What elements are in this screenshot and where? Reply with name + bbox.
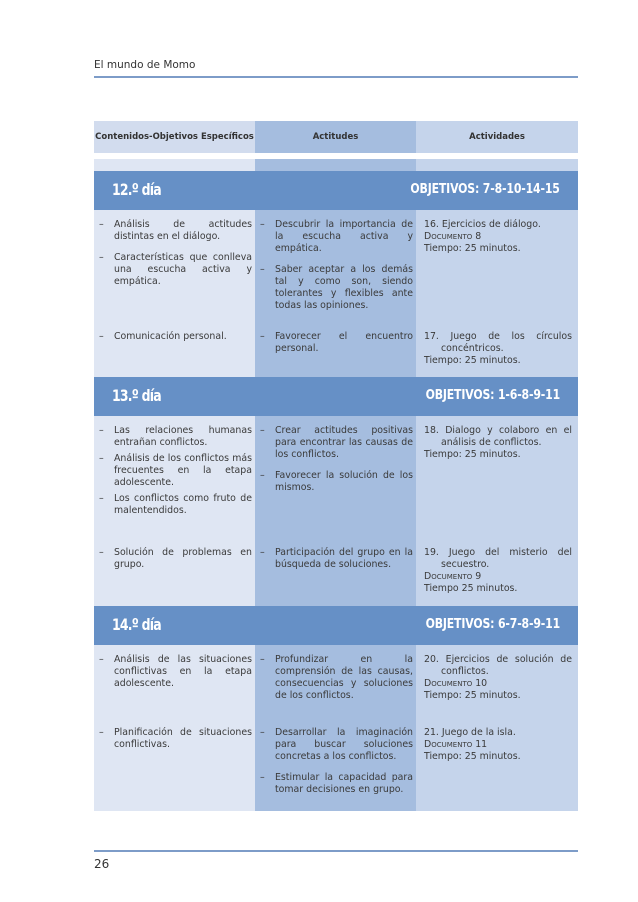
attitudes-cell <box>258 425 413 503</box>
attitudes-cell <box>258 331 413 364</box>
list-item: – Saber aceptar a los demás tal y como son, siendo tolerantes y flexibles ante todas las opiniones. <box>258 264 413 312</box>
attitudes-cell <box>258 547 413 580</box>
list-item: – Planificación de situaciones conflictivas. <box>97 727 252 751</box>
bottom-rule <box>94 850 578 852</box>
activity-block <box>424 331 572 367</box>
top-rule <box>94 76 578 78</box>
activity-title: 19. Juego del misterio del secuestro. <box>424 547 572 570</box>
activity-time: Tiempo: 25 minutos. <box>424 243 521 254</box>
day-label: 12.º día <box>112 180 161 199</box>
list-item: – Favorecer el encuentro personal. <box>258 331 413 355</box>
activity-time: Tiempo 25 minutos. <box>424 583 518 594</box>
contents-cell <box>97 425 252 521</box>
contents-cell <box>97 727 252 760</box>
page-number: 26 <box>94 857 110 871</box>
attitudes-cell <box>258 654 413 711</box>
activity-document: Documento 8 <box>424 231 482 242</box>
contents-cell <box>97 654 252 699</box>
list-item: – Desarrollar la imaginación para buscar soluciones concretas a los conflictos. <box>258 727 413 763</box>
activity-document: Documento 10 <box>424 678 488 689</box>
activity-time: Tiempo: 25 minutos. <box>424 751 521 762</box>
contents-cell <box>97 547 252 580</box>
attitudes-cell <box>258 219 413 321</box>
day-label: 13.º día <box>112 386 161 405</box>
list-item: – Crear actitudes positivas para encontrar las causas de los conflictos. <box>258 425 413 461</box>
activity-title: 16. Ejercicios de diálogo. <box>424 219 541 230</box>
activity-cell <box>424 425 572 461</box>
activity-document: Documento 9 <box>424 571 482 582</box>
day-label: 14.º día <box>112 615 161 634</box>
list-item: – Participación del grupo en la búsqueda de soluciones. <box>258 547 413 571</box>
activity-time: Tiempo: 25 minutos. <box>424 690 521 701</box>
activity-block <box>424 547 572 595</box>
objectives-label: OBJETIVOS: 1-6-8-9-11 <box>425 388 560 403</box>
schedule-table <box>94 121 578 811</box>
list-item: – Descubrir la importancia de la escucha activa y empática. <box>258 219 413 255</box>
objectives-label: OBJETIVOS: 6-7-8-9-11 <box>425 617 560 632</box>
list-item: – Los conflictos como fruto de malentendidos. <box>97 493 252 517</box>
list-item: – Comunicación personal. <box>97 331 252 343</box>
contents-cell <box>97 219 252 297</box>
header-separator <box>94 153 578 159</box>
activity-time: Tiempo: 25 minutos. <box>424 449 521 460</box>
list-item: – Análisis de actitudes distintas en el diálogo. <box>97 219 252 243</box>
activity-title: 18. Dialogo y colaboro en el análisis de conflictos. <box>424 425 572 448</box>
activity-block <box>424 219 572 255</box>
activity-title: 20. Ejercicios de solución de conflictos. <box>424 654 572 677</box>
running-title: El mundo de Momo <box>94 59 196 71</box>
list-item: – Estimular la capacidad para tomar decisiones en grupo. <box>258 772 413 796</box>
activity-document: Documento 11 <box>424 739 488 750</box>
list-item: – Las relaciones humanas entrañan conflictos. <box>97 425 252 449</box>
activity-time: Tiempo: 25 minutos. <box>424 355 521 366</box>
activity-cell <box>424 727 572 763</box>
activity-cell <box>424 547 572 595</box>
header-attitudes: Actitudes <box>255 121 416 153</box>
activity-block <box>424 425 572 461</box>
contents-cell <box>97 331 252 352</box>
activity-cell <box>424 331 572 367</box>
day-header-14 <box>94 606 578 645</box>
list-item: – Profundizar en la comprensión de las causas, consecuencias y soluciones de los conflictos. <box>258 654 413 702</box>
header-contents: Contenidos-Objetivos Específicos <box>94 121 255 153</box>
header-activities: Actividades <box>416 121 578 153</box>
objectives-label: OBJETIVOS: 7-8-10-14-15 <box>410 182 560 197</box>
attitudes-cell <box>258 727 413 805</box>
activity-block <box>424 654 572 702</box>
list-item: – Características que conlleva una escucha activa y empática. <box>97 252 252 288</box>
activity-title: 21. Juego de la isla. <box>424 727 516 738</box>
list-item: – Favorecer la solución de los mismos. <box>258 470 413 494</box>
day-header-12 <box>94 171 578 210</box>
activity-block <box>424 727 572 763</box>
list-item: – Solución de problemas en grupo. <box>97 547 252 571</box>
activity-cell <box>424 654 572 702</box>
activity-cell <box>424 219 572 255</box>
day-header-13 <box>94 377 578 416</box>
list-item: – Análisis de las situaciones conflictivas en la etapa adolescente. <box>97 654 252 690</box>
activity-title: 17. Juego de los círculos concéntricos. <box>424 331 572 354</box>
list-item: – Análisis de los conflictos más frecuentes en la etapa adolescente. <box>97 453 252 489</box>
